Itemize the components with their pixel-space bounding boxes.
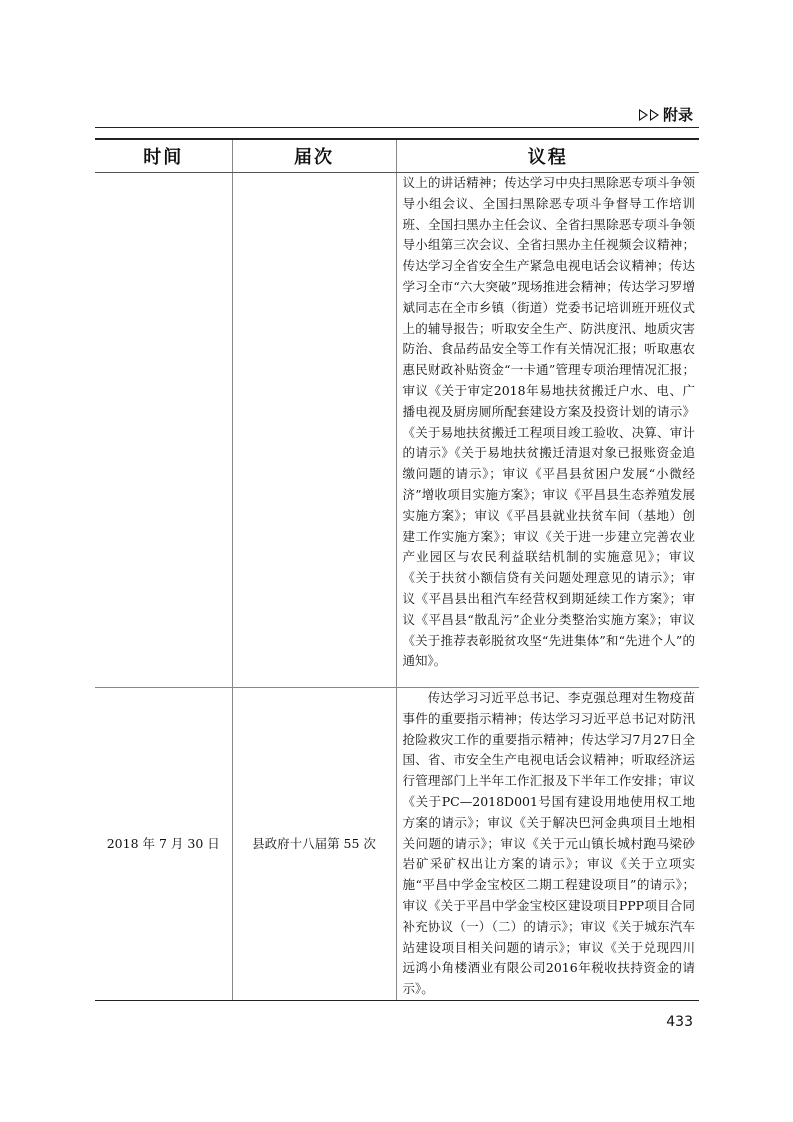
header-divider	[95, 127, 699, 128]
table-row	[95, 173, 699, 688]
row-agenda: 传达学习习近平总书记、李克强总理对生物疫苗事件的重要指示精神；传达学习习近平总书记对防汛抢险救灾工作的重要指示精神；传达学习7月27日全国、省、市安全生产电视电话会议精神；听取经济运行管理部门上半年工作汇报及下半年工作安排；审议《关于PC—2018D001号国有建设用地使用权工地方案的请示》；审议《关于解决巴河金典项目土地相关问题的请示》；审议《关于元山镇长城村跑马梁砂岩矿采矿权出让方案的请示》；审议《关于立项实施“平昌中学金宝校区二期工程建设项目”的请示》；审议《关于平昌中学金宝校区建设项目PPP项目合同补充协议（一）（二）的请示》；审议《关于城东汽车站建设项目相关问题的请示》；审议《关于兑现四川远鸿小角楼酒业有限公司2016年税收扶持资金的请示》。	[402, 690, 695, 997]
page-number: 433	[666, 1014, 693, 1030]
row-date	[95, 173, 232, 688]
triangle-icon	[650, 109, 659, 121]
agenda-table	[95, 138, 699, 1001]
triangle-icon	[639, 109, 648, 121]
column-header-agenda: 议程	[396, 139, 699, 173]
section-label: 附录	[662, 106, 693, 124]
row-date: 2018 年 7 月 30 日	[95, 688, 232, 1001]
row-session: 县政府十八届第 55 次	[232, 688, 396, 1001]
row-agenda: 议上的讲话精神；传达学习中央扫黑除恶专项斗争领导小组会议、全国扫黑除恶专项斗争督导工作培训班、全国扫黑办主任会议、全省扫黑除恶专项斗争领导小组第三次会议、全省扫黑办主任视频会议精神；传达学习全省安全生产紧急电视电话会议精神；传达学习全市“六大突破”现场推进会精神；传达学习罗增斌同志在全市乡镇（街道）党委书记培训班开班仪式上的辅导报告；听取安全生产、防洪度汛、地质灾害防治、食品药品安全等工作有关情况汇报；听取惠农惠民财政补贴资金“一卡通”管理专项治理情况汇报；审议《关于审定2018年易地扶贫搬迁户水、电、广播电视及厨房厕所配套建设方案及投资计划的请示》《关于易地扶贫搬迁工程项目竣工验收、决算、审计的请示》《关于易地扶贫搬迁清退对象已报账资金追缴问题的请示》；审议《平昌县贫困户发展“小微经济”增收项目实施方案》；审议《平昌县生态养殖发展实施方案》；审议《平昌县就业扶贫车间（基地）创建工作实施方案》；审议《关于进一步建立完善农业产业园区与农民利益联结机制的实施意见》；审议《关于扶贫小额信贷有关问题处理意见的请示》；审议《平昌县出租汽车经营权到期延续工作方案》；审议《平昌县“散乱污”企业分类整治实施方案》；审议《关于推荐表彰脱贫攻坚“先进集体”和“先进个人”的通知》。	[396, 173, 699, 688]
column-header-time: 时间	[95, 139, 232, 173]
row-agenda-cell	[396, 688, 699, 1001]
table-row	[95, 688, 699, 1001]
column-header-session: 届次	[232, 139, 396, 173]
appendix-header-mark	[639, 104, 693, 125]
table-header-row	[95, 139, 699, 173]
row-session	[232, 173, 396, 688]
